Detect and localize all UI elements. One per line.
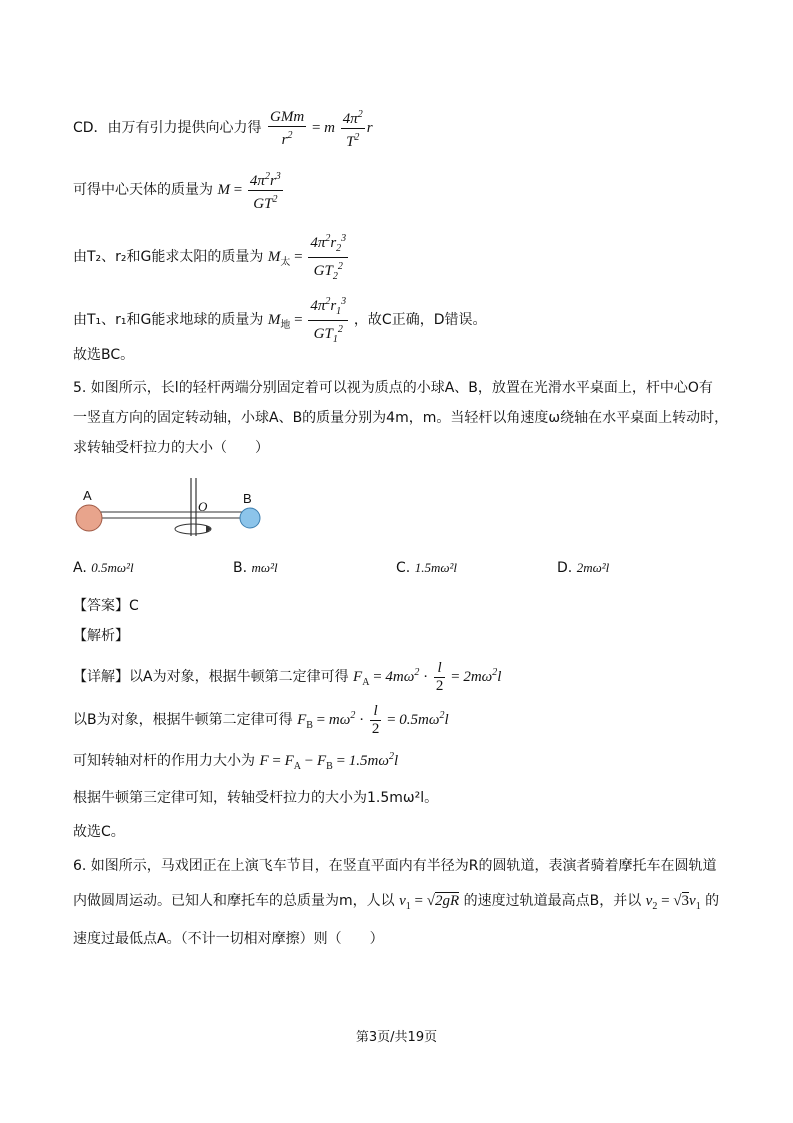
central-mass-formula: M = $\frac{4\pi^2r^3}{GT^2}$: [217, 182, 284, 198]
option-b-label: B.: [233, 560, 248, 576]
choose-c: 故选C。: [73, 824, 125, 840]
choose-bc: 故选BC。: [73, 347, 135, 363]
detail-f-line: [73, 747, 398, 777]
option-c-value: 1.5mω²l: [414, 560, 458, 575]
option-b-value: mω²l: [251, 560, 278, 575]
option-a-value: 0.5mω²l: [91, 560, 134, 575]
earth-mass-line: [73, 293, 486, 348]
central-mass-text: 可得中心天体的质量为: [73, 181, 213, 198]
v1-formula: $v_1 = √2gR$: [399, 893, 460, 912]
option-c: [396, 560, 457, 576]
label-a: A: [83, 488, 92, 503]
q6-line3: 速度过最低点A。（不计一切相对摩擦）则（ ）: [73, 931, 384, 947]
rod: [100, 512, 250, 518]
q5-line3: 求转轴受杆拉力的大小（ ）: [73, 440, 269, 456]
q5-line2: 一竖直方向的固定转动轴，小球A、B的质量分别为4m，m。当轻杆以角速度ω绕轴在水平桌面上转动时，: [73, 410, 729, 426]
q6-line2: [73, 891, 719, 917]
analysis: 【解析】: [73, 628, 129, 644]
ball-a: [76, 505, 102, 531]
detail-a-formula: $F_A = 4m\omega^2$ · $\frac{l}{2}$ = $2m\omega^2l$: [353, 660, 502, 694]
answer: 【答案】C: [73, 598, 139, 614]
option-d-value: 2mω²l: [576, 560, 610, 575]
detail-a-text: 【详解】以A为对象，根据牛顿第二定律可得: [73, 668, 349, 685]
label-o: O: [198, 499, 208, 514]
cd-line: [73, 106, 373, 151]
earth-mass-suffix: ，故C正确，D错误。: [353, 311, 487, 328]
q6-line2-mid: 的速度过轨道最高点B，并以: [463, 893, 642, 909]
ball-b: [240, 508, 260, 528]
earth-mass-prefix: 由T₁、r₁和G能求地球的质量为: [73, 311, 264, 328]
detail-a-line: [73, 660, 501, 695]
q6-line1: 6. 如图所示，马戏团正在上演飞车节目，在竖直平面内有半径为R的圆轨道，表演者骑着摩托车在圆轨道: [73, 858, 717, 874]
detail-b-formula: $F_B = m\omega^2$ · $\frac{l}{2}$ = $0.5m\omega^2l$: [297, 703, 449, 737]
option-c-label: C.: [396, 560, 411, 576]
option-a: [73, 560, 134, 576]
third-law: 根据牛顿第三定律可知，转轴受杆拉力的大小为1.5mω²l。: [73, 790, 439, 806]
sun-mass-text: 由T₂、r₂和G能求太阳的质量为: [73, 248, 264, 265]
q6-line2-end: 的: [705, 893, 720, 909]
detail-b-text: 以B为对象，根据牛顿第二定律可得: [73, 711, 293, 728]
q6-line2-text: 内做圆周运动。已知人和摩托车的总质量为m，人以: [73, 893, 395, 909]
rotation-arrow: [175, 524, 211, 534]
label-b: B: [243, 491, 252, 506]
v2-formula: $v_2 = √3v_1$: [645, 893, 701, 912]
earth-mass-formula: $M_地$ = $\frac{4\pi^2r_1^3}{GT_1^2}$: [268, 312, 354, 328]
option-d: [557, 560, 609, 576]
sun-mass-line: [73, 230, 350, 285]
q5-line1: 5. 如图所示，长l的轻杆两端分别固定着可以视为质点的小球A、B，放置在光滑水平桌面上，杆中心O有: [73, 380, 713, 396]
option-a-label: A.: [73, 560, 87, 576]
detail-f-text: 可知转轴对杆的作用力大小为: [73, 753, 255, 769]
sun-mass-formula: $M_太$ = $\frac{4\pi^2r_2^3}{GT_2^2}$: [268, 249, 350, 265]
option-d-label: D.: [557, 560, 573, 576]
gravity-formula: $\frac{\text{GMm}}{r^2}$ = m $\frac{4\pi^2}{T^2}$ r: [266, 120, 373, 136]
page-footer: 第3页/共19页: [355, 1030, 438, 1045]
option-b: [233, 560, 278, 576]
detail-f-formula: $F = F_A - F_B = 1.5m\omega^2l$: [259, 751, 399, 772]
cd-intro-text: CD．由万有引力提供向心力得: [73, 119, 262, 136]
rod-figure: [70, 476, 270, 542]
detail-b-line: [73, 703, 449, 738]
central-mass-line: [73, 168, 285, 213]
